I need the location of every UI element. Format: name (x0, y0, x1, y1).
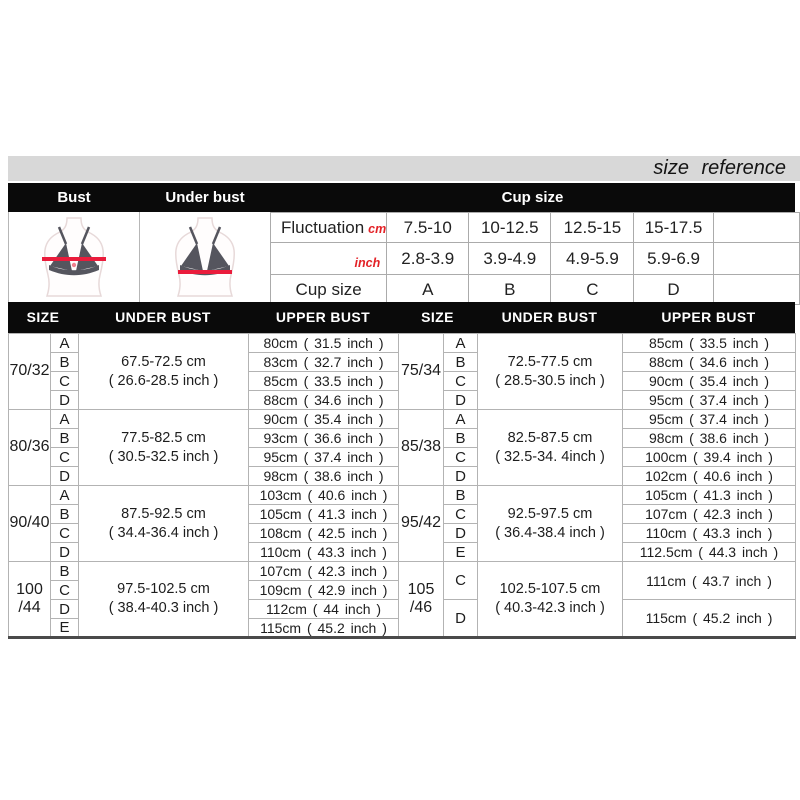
measurement-illustrations (8, 212, 271, 302)
inch-label-cell (271, 243, 387, 275)
cup-letter-cell: D (444, 467, 478, 486)
upper-bust-cell: 88cm ( 34.6 inch ) (623, 353, 796, 372)
empty-cell (713, 213, 799, 243)
under-bust-header: UNDER BUST (501, 309, 598, 325)
fluctuation-inch-value: 3.9-4.9 (469, 243, 551, 275)
cup-size-row-label: Cup size (271, 275, 387, 305)
upper-bust-cell: 108cm ( 42.5 inch ) (249, 524, 399, 543)
top-header-bar (8, 183, 795, 212)
upper-bust-cell: 102cm ( 40.6 inch ) (623, 467, 796, 486)
under-bust-illustration-cell (140, 212, 271, 302)
size-chart-table (8, 333, 796, 639)
under-bust-cell: 92.5-97.5 cm ( 36.4-38.4 inch ) (478, 486, 623, 562)
upper-bust-cell: 100cm ( 39.4 inch ) (623, 448, 796, 467)
upper-bust-cell: 98cm ( 38.6 inch ) (249, 467, 399, 486)
size-cell: 80/36 (9, 410, 51, 486)
cup-fluctuation-table (270, 212, 800, 305)
upper-bust-cell: 95cm ( 37.4 inch ) (249, 448, 399, 467)
under-bust-measurement-icon (153, 214, 257, 300)
under-bust-cell: 82.5-87.5 cm ( 32.5-34. 4inch ) (478, 410, 623, 486)
inch-unit-label: inch (354, 256, 381, 270)
empty-cell (713, 243, 799, 275)
cup-letter-cell: D (51, 600, 79, 619)
cup-letter-cell: A (444, 334, 478, 353)
cup-letter-cell: A (51, 410, 79, 429)
upper-bust-cell: 103cm ( 40.6 inch ) (249, 486, 399, 505)
size-cell: 100 /44 (9, 562, 51, 638)
cup-letter-cell: B (51, 429, 79, 448)
under-bust-cell: 72.5-77.5 cm ( 28.5-30.5 inch ) (478, 334, 623, 410)
cup-letter-cell: B (51, 562, 79, 581)
fluctuation-label-cell (271, 213, 387, 243)
upper-bust-cell: 85cm ( 33.5 inch ) (623, 334, 796, 353)
under-bust-cell: 67.5-72.5 cm ( 26.6-28.5 inch ) (79, 334, 249, 410)
fluctuation-inch-value: 4.9-5.9 (551, 243, 634, 275)
under-bust-column-label: Under bust (165, 189, 245, 206)
cup-letter-cell: C (51, 581, 79, 600)
cup-letter-cell: C (51, 372, 79, 391)
fluctuation-cm-value: 7.5-10 (387, 213, 469, 243)
cup-letter-cell: A (51, 486, 79, 505)
size-header: SIZE (26, 309, 60, 325)
upper-bust-cell: 107cm ( 42.3 inch ) (623, 505, 796, 524)
upper-bust-cell: 107cm ( 42.3 inch ) (249, 562, 399, 581)
cup-letter-cell: B (444, 486, 478, 505)
upper-bust-cell: 95cm ( 37.4 inch ) (623, 410, 796, 429)
upper-bust-cell: 110cm ( 43.3 inch ) (249, 543, 399, 562)
upper-bust-cell: 93cm ( 36.6 inch ) (249, 429, 399, 448)
upper-bust-cell: 80cm ( 31.5 inch ) (249, 334, 399, 353)
upper-bust-cell: 105cm ( 41.3 inch ) (249, 505, 399, 524)
bust-illustration-cell (9, 212, 140, 302)
size-header: SIZE (421, 309, 454, 325)
upper-bust-cell: 112cm ( 44 inch ) (249, 600, 399, 619)
cup-letter-cell: B (51, 353, 79, 372)
cup-letter-cell: A (444, 410, 478, 429)
table-row (9, 334, 796, 353)
fluctuation-cm-value: 12.5-15 (551, 213, 634, 243)
size-table-header (8, 302, 795, 333)
cup-letter-cell: B (51, 505, 79, 524)
cup-letter-cell: C (51, 524, 79, 543)
page-title: size reference (8, 156, 800, 181)
upper-bust-cell: 111cm ( 43.7 inch ) (623, 562, 796, 600)
upper-bust-cell: 90cm ( 35.4 inch ) (623, 372, 796, 391)
fluctuation-inch-value: 5.9-6.9 (634, 243, 713, 275)
fluctuation-label: Fluctuation (281, 217, 365, 237)
size-cell: 70/32 (9, 334, 51, 410)
size-cell: 85/38 (399, 410, 444, 486)
upper-bust-cell: 105cm ( 41.3 inch ) (623, 486, 796, 505)
cup-letter-cell: D (444, 600, 478, 638)
cup-letter-cell: D (444, 524, 478, 543)
upper-bust-cell: 110cm ( 43.3 inch ) (623, 524, 796, 543)
cup-letter-cell: E (444, 543, 478, 562)
cup-size-column-label: Cup size (501, 189, 564, 206)
upper-bust-header: UPPER BUST (275, 309, 371, 325)
empty-cell (713, 275, 799, 305)
upper-bust-cell: 95cm ( 37.4 inch ) (623, 391, 796, 410)
fluctuation-inch-value: 2.8-3.9 (387, 243, 469, 275)
cup-letter-cell: D (51, 391, 79, 410)
cup-letter-cell: C (444, 562, 478, 600)
size-cell: 95/42 (399, 486, 444, 562)
table-row (9, 486, 796, 505)
cup-letter-cell: C (444, 448, 478, 467)
cup-letter-cell: C (444, 505, 478, 524)
cup-letter-cell: B (444, 353, 478, 372)
cup-letter-cell: D (444, 391, 478, 410)
upper-bust-cell: 115cm ( 45.2 inch ) (623, 600, 796, 638)
size-cell: 90/40 (9, 486, 51, 562)
upper-bust-cell: 85cm ( 33.5 inch ) (249, 372, 399, 391)
upper-bust-cell: 83cm ( 32.7 inch ) (249, 353, 399, 372)
under-bust-cell: 97.5-102.5 cm ( 38.4-40.3 inch ) (79, 562, 249, 638)
cup-letter-cell: E (51, 619, 79, 638)
under-bust-cell: 102.5-107.5 cm ( 40.3-42.3 inch ) (478, 562, 623, 638)
cup-letter: B (469, 275, 551, 305)
cup-letter: C (551, 275, 634, 305)
size-cell: 105 /46 (399, 562, 444, 638)
cup-letter-cell: D (51, 467, 79, 486)
upper-bust-cell: 88cm ( 34.6 inch ) (249, 391, 399, 410)
table-row (9, 562, 796, 581)
under-bust-cell: 87.5-92.5 cm ( 34.4-36.4 inch ) (79, 486, 249, 562)
under-bust-header: UNDER BUST (115, 309, 211, 325)
bust-measurement-icon (22, 214, 126, 300)
cup-letter-cell: D (51, 543, 79, 562)
upper-bust-cell: 90cm ( 35.4 inch ) (249, 410, 399, 429)
upper-bust-header: UPPER BUST (661, 309, 756, 325)
cup-letter-cell: C (51, 448, 79, 467)
size-cell: 75/34 (399, 334, 444, 410)
under-bust-cell: 77.5-82.5 cm ( 30.5-32.5 inch ) (79, 410, 249, 486)
cup-letter: D (634, 275, 713, 305)
cm-unit-label: cm (368, 221, 387, 236)
cup-letter-cell: C (444, 372, 478, 391)
cup-letter: A (387, 275, 469, 305)
upper-bust-cell: 109cm ( 42.9 inch ) (249, 581, 399, 600)
upper-bust-cell: 112.5cm ( 44.3 inch ) (623, 543, 796, 562)
upper-bust-cell: 115cm ( 45.2 inch ) (249, 619, 399, 638)
cup-letter-cell: B (444, 429, 478, 448)
bust-column-label: Bust (57, 189, 91, 206)
table-row (9, 410, 796, 429)
upper-bust-cell: 98cm ( 38.6 inch ) (623, 429, 796, 448)
fluctuation-cm-value: 15-17.5 (634, 213, 713, 243)
cup-letter-cell: A (51, 334, 79, 353)
fluctuation-cm-value: 10-12.5 (469, 213, 551, 243)
